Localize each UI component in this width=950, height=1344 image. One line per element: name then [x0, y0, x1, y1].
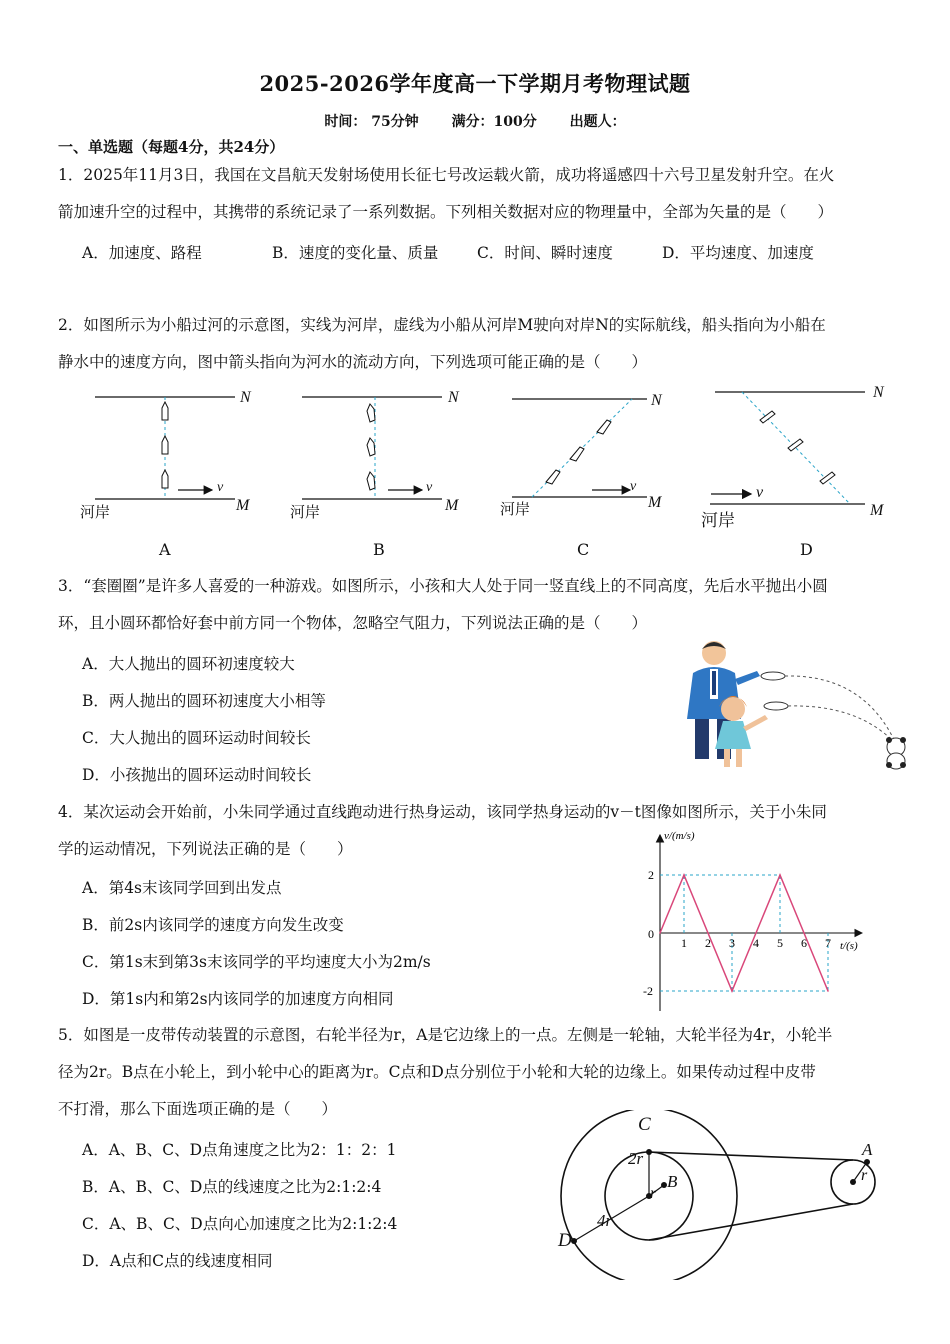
q3-ring-toss-illustration — [683, 637, 913, 777]
q3-option-a[interactable]: A．大人抛出的圆环初速度较大 — [82, 655, 295, 673]
label-n: N — [240, 389, 251, 406]
belt-top — [649, 1152, 853, 1160]
q2-label-d: D — [800, 540, 813, 559]
q2-diagram-d — [710, 392, 865, 504]
exam-meta — [0, 111, 950, 131]
label-a: A — [862, 1140, 873, 1159]
q2-diagram-b — [302, 397, 442, 499]
q2-label-b: B — [373, 540, 385, 559]
exam-time: 时间： 75分钟 — [324, 114, 419, 130]
x-tick-label: 1 — [681, 936, 687, 950]
x-tick-label: 2 — [705, 936, 711, 950]
boat-icon — [162, 402, 168, 420]
q4-option-b[interactable]: B．前2s内该同学的速度方向发生改变 — [82, 916, 344, 934]
x-tick-label: 6 — [801, 936, 807, 950]
q5-option-a[interactable]: A．A、B、C、D点角速度之比为2：1：2：1 — [82, 1141, 397, 1159]
label-v: v — [217, 480, 224, 495]
data-point — [659, 932, 661, 934]
boat-icon — [788, 439, 803, 451]
ring-icon — [764, 702, 788, 710]
x-tick-label: 7 — [825, 936, 831, 950]
q1-option-d[interactable]: D．平均速度、加速度 — [662, 244, 814, 262]
y-axis-label: v/(m/s) — [664, 830, 695, 842]
q1-text: 1．2025年11月3日，我国在文昌航天发射场使用长征七号改运载火箭，成功将遥感四十六号卫星发射升空。在火 箭加速升空的过程中，其携带的系统记录了一系列数据。下列相关数据对应的物理量中，全部为矢量的是（ ） — [58, 166, 835, 221]
label-c: C — [638, 1114, 651, 1135]
x-tick-label: 4 — [753, 936, 759, 950]
label-v: v — [426, 480, 433, 495]
data-point — [827, 990, 829, 992]
q4-vt-chart — [630, 827, 870, 1012]
y-tick-label: 2 — [648, 868, 654, 882]
label-n: N — [448, 389, 459, 406]
x-tick-label: 5 — [777, 936, 783, 950]
q1-options — [82, 241, 882, 263]
label-n: N — [651, 392, 662, 409]
boat-icon — [820, 472, 835, 484]
exam-author: 出题人： — [569, 114, 626, 130]
q2-diagram-a — [95, 397, 235, 499]
label-v: v — [630, 479, 637, 494]
ring-icon — [761, 672, 785, 680]
label-m: M — [648, 494, 662, 511]
q1-option-b[interactable]: B．速度的变化量、质量 — [272, 244, 439, 262]
boat-icon — [367, 404, 375, 422]
q5-option-b[interactable]: B．A、B、C、D点的线速度之比为2:1:2:4 — [82, 1178, 382, 1196]
label-b: B — [667, 1172, 678, 1191]
q2-text: 2．如图所示为小船过河的示意图，实线为河岸，虚线为小船从河岸M驶向对岸N的实际航线，船头指向为小船在 静水中的速度方向，图中箭头指向为河水的流动方向，下列选项可能正确的是（ ） — [58, 316, 826, 371]
q2-figure — [70, 380, 900, 530]
q2-diagram-c — [512, 399, 647, 497]
boat-icon — [597, 420, 611, 434]
label-bank: 河岸 — [80, 503, 111, 521]
x-tick-label: 0 — [648, 927, 654, 941]
boat-icon — [367, 472, 375, 490]
label-4r: 4r — [597, 1211, 613, 1230]
label-2r: 2r — [628, 1149, 644, 1168]
data-point — [731, 990, 733, 992]
label-r: r — [650, 1185, 657, 1202]
q1-option-a[interactable]: A．加速度、路程 — [82, 244, 202, 262]
label-n: N — [873, 384, 884, 401]
page-title: 2025-2026学年度高一下学期月考物理试题 — [259, 71, 691, 96]
exam-score: 满分：100分 — [451, 114, 537, 130]
data-point — [779, 874, 781, 876]
q3-text: 3．“套圈圈”是许多人喜爱的一种游戏。如图所示，小孩和大人处于同一竖直线上的不同高度，先后水平抛出小圆 环，且小圆环都恰好套中前方同一个物体，忽略空气阻力，下列说法正确的是（ ） — [58, 577, 828, 632]
label-bank: 河岸 — [500, 500, 531, 518]
q4-text: 4．某次运动会开始前，小朱同学通过直线跑动进行热身运动，该同学热身运动的v－t图像如图所示，关于小朱同 学的运动情况，下列说法正确的是（ ） — [58, 803, 827, 858]
section-heading: 一、单选题（每题4分，共24分） — [58, 138, 285, 156]
q4-option-a[interactable]: A．第4s末该同学回到出发点 — [82, 879, 282, 897]
y-tick-label: -2 — [643, 984, 653, 998]
boat-icon — [367, 438, 375, 456]
data-point — [683, 874, 685, 876]
boat-icon — [162, 470, 168, 488]
label-d: D — [558, 1230, 572, 1251]
belt-bottom — [649, 1204, 853, 1240]
q3-option-d[interactable]: D．小孩抛出的圆环运动时间较长 — [82, 766, 312, 784]
q5-text: 5．如图是一皮带传动装置的示意图，右轮半径为r，A是它边缘上的一点。左侧是一轮轴，大轮半径为4r，小轮半 径为2r。B点在小轮上，到小轮中心的距离为r。C点和D点分别位于小轮和大轮的边缘上。如果传动过程中皮带 不打滑，那么下面选项正确的是（ ） — [58, 1026, 833, 1118]
label-m: M — [236, 497, 250, 514]
boat-icon — [760, 411, 775, 423]
q5-option-c[interactable]: C．A、B、C、D点向心加速度之比为2:1:2:4 — [82, 1215, 398, 1233]
label-m: M — [870, 502, 884, 519]
panda-toy-icon — [886, 737, 906, 769]
label-ra: r — [861, 1167, 868, 1184]
q5-belt-drive-figure — [555, 1110, 895, 1280]
label-m: M — [445, 497, 459, 514]
label-bank: 河岸 — [701, 511, 735, 531]
q3-option-c[interactable]: C．大人抛出的圆环运动时间较长 — [82, 729, 311, 747]
label-v: v — [756, 484, 764, 501]
x-tick-label: 3 — [729, 936, 735, 950]
boat-icon — [162, 436, 168, 454]
q5-option-d[interactable]: D．A点和C点的线速度相同 — [82, 1252, 273, 1270]
q2-label-a: A — [159, 540, 171, 559]
q4-option-c[interactable]: C．第1s末到第3s末该同学的平均速度大小为2m/s — [82, 953, 431, 971]
q3-option-b[interactable]: B．两人抛出的圆环初速度大小相等 — [82, 692, 326, 710]
q2-label-c: C — [577, 540, 590, 559]
x-axis-label: t/(s) — [840, 940, 858, 952]
q4-option-d[interactable]: D．第1s内和第2s内该同学的加速度方向相同 — [82, 990, 394, 1008]
boat-icon — [570, 447, 584, 461]
q1-option-c[interactable]: C．时间、瞬时速度 — [477, 244, 613, 262]
boat-icon — [546, 470, 560, 484]
label-bank: 河岸 — [290, 503, 321, 521]
